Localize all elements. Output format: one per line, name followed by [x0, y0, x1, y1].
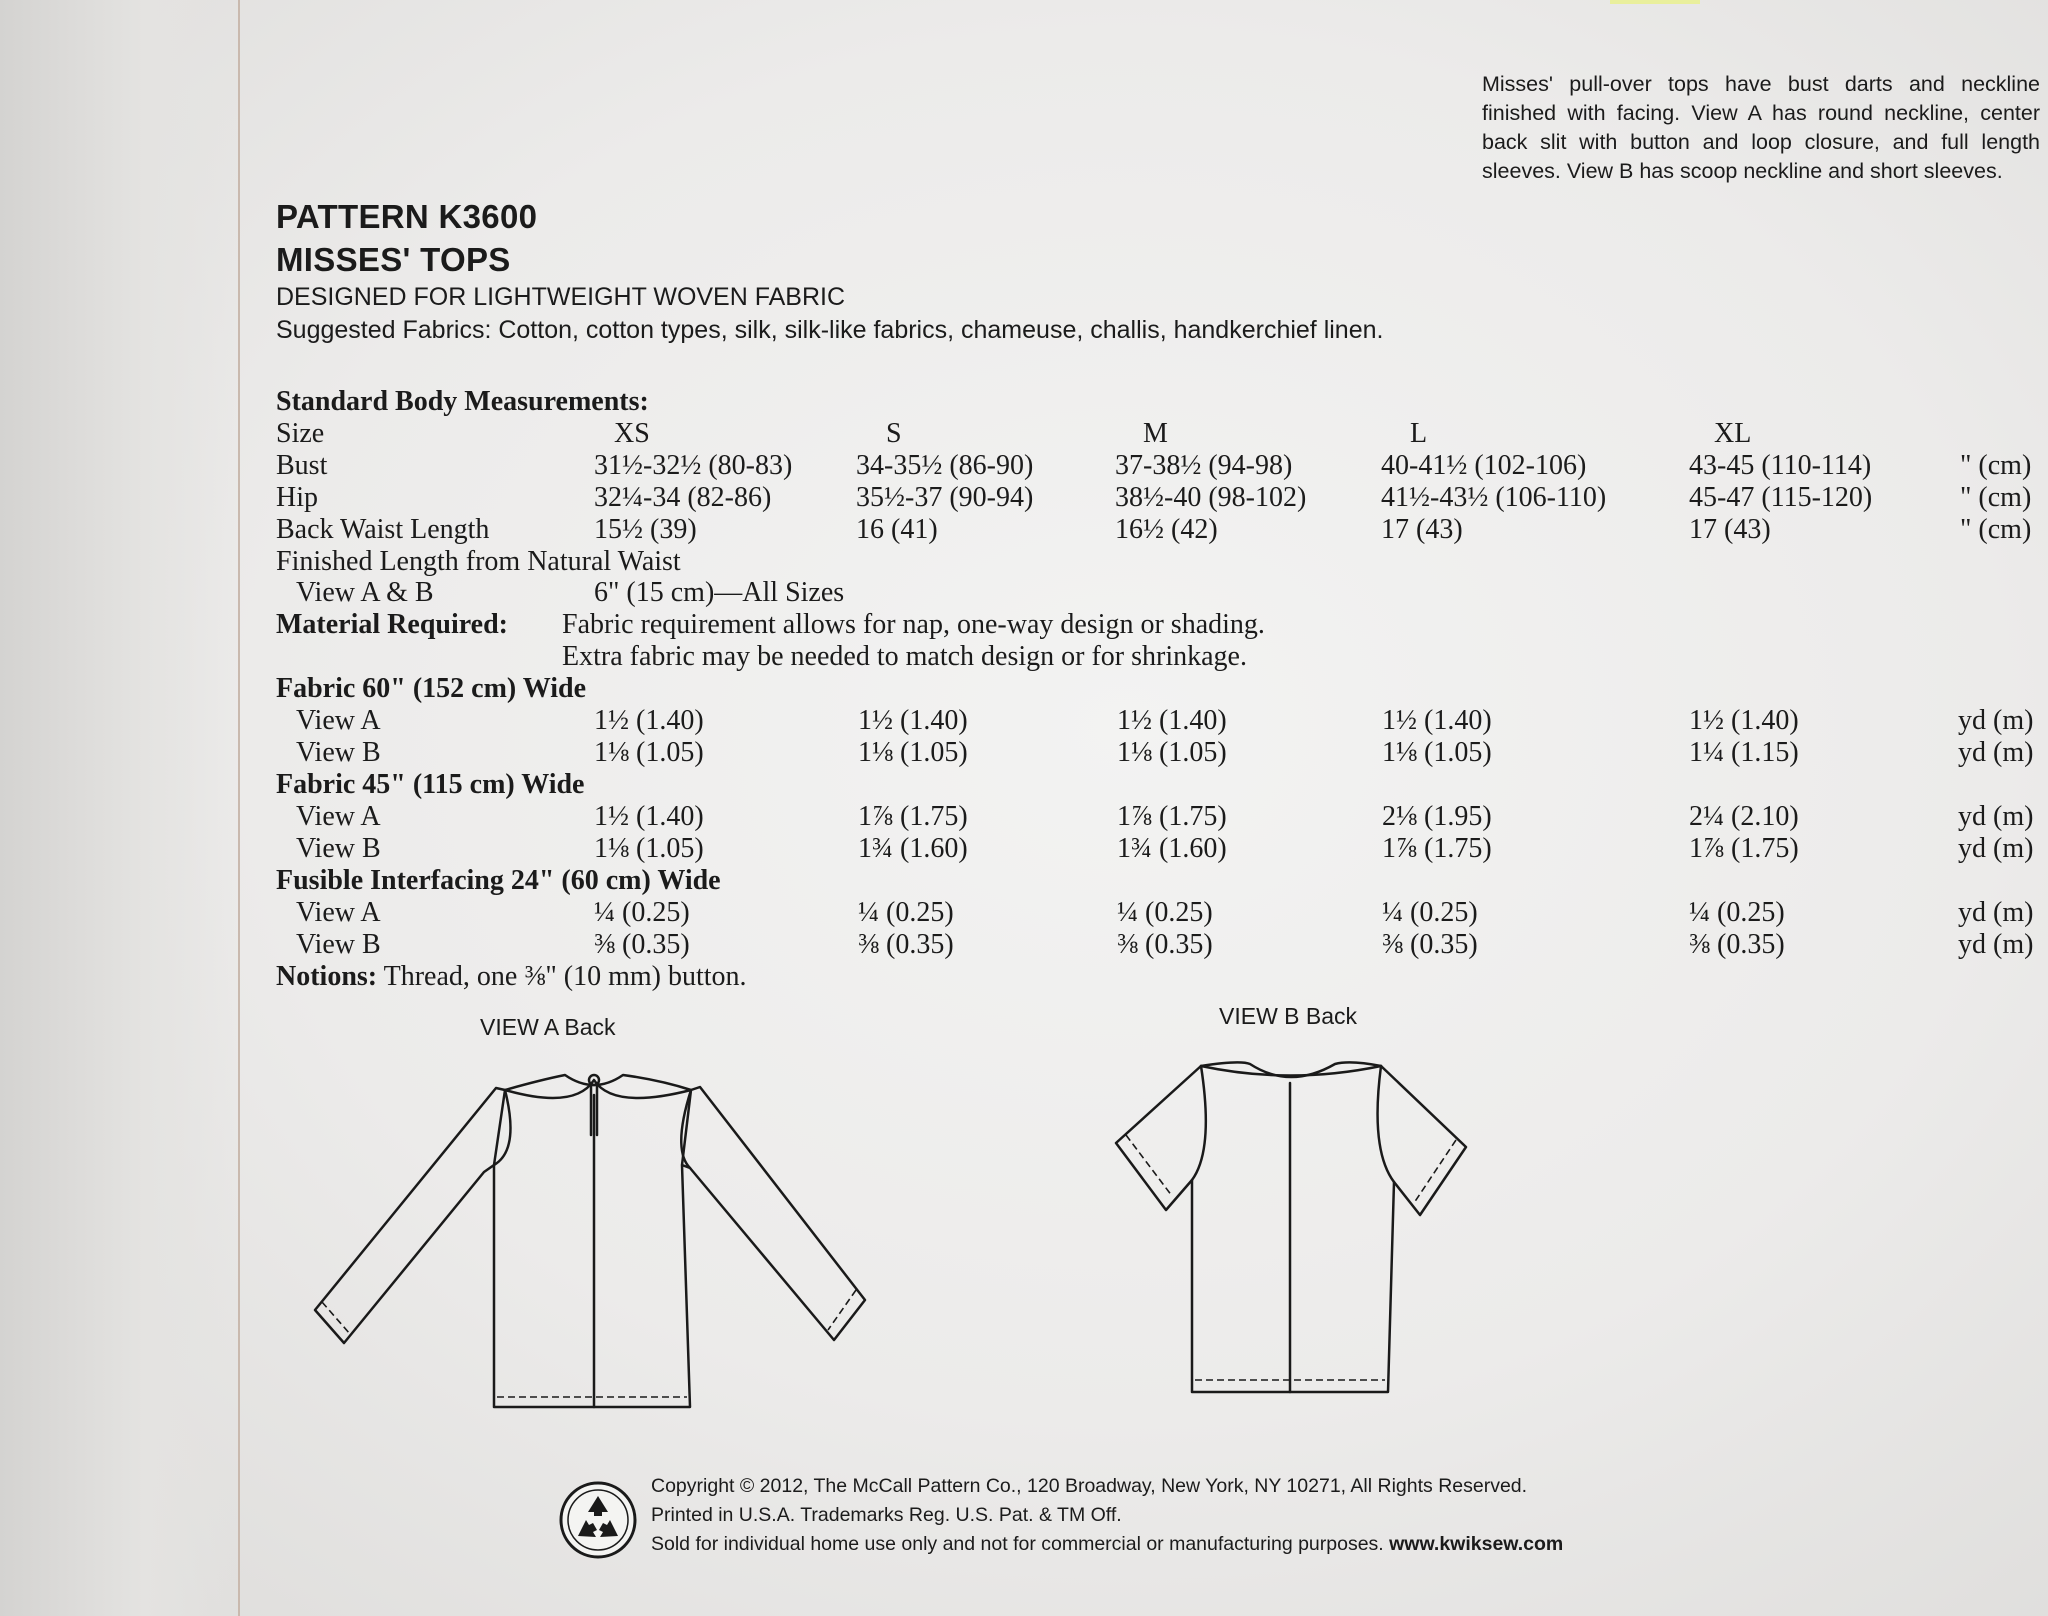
unit-label: " (cm)	[1960, 450, 2032, 481]
usage-text: Sold for individual home use only and not for commercial or manufacturing purposes.	[651, 1533, 1384, 1555]
unit-label: yd (m)	[1958, 833, 2034, 864]
table-cell: ⅜ (0.35)	[1382, 929, 1478, 960]
table-cell: 1¾ (1.60)	[1117, 833, 1227, 864]
row-label: Hip	[276, 482, 318, 513]
table-cell: 1⅞ (1.75)	[1689, 833, 1799, 864]
table-cell: 1⅞ (1.75)	[1117, 801, 1227, 832]
table-cell: 31½-32½ (80-83)	[594, 450, 793, 481]
table-cell: 1½ (1.40)	[594, 801, 704, 832]
usage-line	[651, 1533, 1563, 1556]
table-cell: 1⅞ (1.75)	[858, 801, 968, 832]
table-cell: 15½ (39)	[594, 514, 697, 545]
unit-label: yd (m)	[1958, 705, 2034, 736]
table-cell: 1⅛ (1.05)	[594, 737, 704, 768]
pattern-description: Misses' pull-over tops have bust darts and neckline finished with facing. View A has round neckline, center back slit with button and loop closure, and full length sleeves. View B has scoop neckline and short sleeves.	[1482, 72, 2040, 183]
table-cell: 1½ (1.40)	[594, 705, 704, 736]
finished-length-label: Finished Length from Natural Waist	[276, 546, 681, 577]
table-cell: 17 (43)	[1689, 514, 1771, 545]
size-s: S	[886, 418, 902, 449]
fabric-60-heading: Fabric 60" (152 cm) Wide	[276, 673, 587, 704]
material-label: Material Required:	[276, 609, 508, 640]
unit-label: " (cm)	[1960, 482, 2032, 513]
notions-text: Thread, one ⅜" (10 mm) button.	[383, 961, 747, 992]
table-cell: 40-41½ (102-106)	[1381, 450, 1587, 481]
table-cell: 1⅞ (1.75)	[1382, 833, 1492, 864]
size-m: M	[1143, 418, 1168, 449]
row-label: View B	[296, 737, 381, 768]
copyright-line: Copyright © 2012, The McCall Pattern Co., 120 Broadway, New York, NY 10271, All Rights Reserved.	[651, 1475, 1528, 1497]
recycle-icon	[558, 1480, 638, 1560]
table-cell: ⅜ (0.35)	[858, 929, 954, 960]
pattern-number: PATTERN K3600	[276, 198, 538, 235]
table-cell: 41½-43½ (106-110)	[1381, 482, 1607, 513]
table-cell: 2⅛ (1.95)	[1382, 801, 1492, 832]
view-b-caption: VIEW B Back	[1219, 1003, 1358, 1029]
table-cell: ¼ (0.25)	[858, 897, 954, 928]
row-label: View A	[296, 705, 381, 736]
row-label: View A	[296, 801, 381, 832]
unit-label: yd (m)	[1958, 897, 2034, 928]
unit-label: " (cm)	[1960, 514, 2032, 545]
measurements-heading: Standard Body Measurements:	[276, 386, 649, 417]
table-cell: 37-38½ (94-98)	[1115, 450, 1293, 481]
table-cell: 35½-37 (90-94)	[856, 482, 1034, 513]
table-cell: 1½ (1.40)	[1382, 705, 1492, 736]
table-cell: ¼ (0.25)	[594, 897, 690, 928]
designed-for: DESIGNED FOR LIGHTWEIGHT WOVEN FABRIC	[276, 283, 846, 311]
table-cell: 1⅛ (1.05)	[594, 833, 704, 864]
notions-label: Notions:	[276, 961, 378, 992]
view-a-caption: VIEW A Back	[480, 1014, 616, 1040]
table-cell: ¼ (0.25)	[1117, 897, 1213, 928]
table-cell: 45-47 (115-120)	[1689, 482, 1873, 513]
table-cell: ¼ (0.25)	[1382, 897, 1478, 928]
suggested-fabrics: Suggested Fabrics: Cotton, cotton types, silk, silk-like fabrics, chameuse, challis, handkerchief linen.	[276, 316, 1384, 344]
interfacing-heading: Fusible Interfacing 24" (60 cm) Wide	[276, 865, 721, 896]
table-cell: 16 (41)	[856, 514, 938, 545]
table-cell: 1⅛ (1.05)	[1382, 737, 1492, 768]
table-cell: 1⅛ (1.05)	[1117, 737, 1227, 768]
finished-length-value: 6" (15 cm)—All Sizes	[594, 577, 845, 608]
row-label: View B	[296, 929, 381, 960]
row-label: Bust	[276, 450, 328, 481]
table-cell: 1½ (1.40)	[858, 705, 968, 736]
size-xl: XL	[1714, 418, 1752, 449]
table-cell: 32¼-34 (82-86)	[594, 482, 772, 513]
table-cell: 38½-40 (98-102)	[1115, 482, 1307, 513]
table-cell: 1½ (1.40)	[1117, 705, 1227, 736]
size-label: Size	[276, 418, 325, 449]
fabric-45-heading: Fabric 45" (115 cm) Wide	[276, 769, 585, 800]
table-cell: 1¼ (1.15)	[1689, 737, 1799, 768]
size-l: L	[1410, 418, 1428, 449]
table-cell: 16½ (42)	[1115, 514, 1218, 545]
table-cell: ⅜ (0.35)	[1117, 929, 1213, 960]
trademark-line: Printed in U.S.A. Trademarks Reg. U.S. Pat. & TM Off.	[651, 1504, 1122, 1526]
table-cell: 17 (43)	[1381, 514, 1463, 545]
table-cell: ⅜ (0.35)	[594, 929, 690, 960]
material-line-2: Extra fabric may be needed to match design or for shrinkage.	[562, 641, 1247, 672]
table-cell: 43-45 (110-114)	[1689, 450, 1872, 481]
table-cell: 34-35½ (86-90)	[856, 450, 1034, 481]
table-cell: 1⅛ (1.05)	[858, 737, 968, 768]
website-link[interactable]: www.kwiksew.com	[1389, 1533, 1564, 1555]
size-xs: XS	[614, 418, 650, 449]
table-cell: 1½ (1.40)	[1689, 705, 1799, 736]
unit-label: yd (m)	[1958, 737, 2034, 768]
table-cell: ¼ (0.25)	[1689, 897, 1785, 928]
finished-view-label: View A & B	[296, 577, 434, 608]
table-cell: ⅜ (0.35)	[1689, 929, 1785, 960]
row-label: Back Waist Length	[276, 514, 490, 545]
pattern-name: MISSES' TOPS	[276, 241, 511, 278]
table-cell: 1¾ (1.60)	[858, 833, 968, 864]
table-cell: 2¼ (2.10)	[1689, 801, 1799, 832]
row-label: View B	[296, 833, 381, 864]
row-label: View A	[296, 897, 381, 928]
unit-label: yd (m)	[1958, 801, 2034, 832]
unit-label: yd (m)	[1958, 929, 2034, 960]
material-line-1: Fabric requirement allows for nap, one-way design or shading.	[562, 609, 1265, 640]
